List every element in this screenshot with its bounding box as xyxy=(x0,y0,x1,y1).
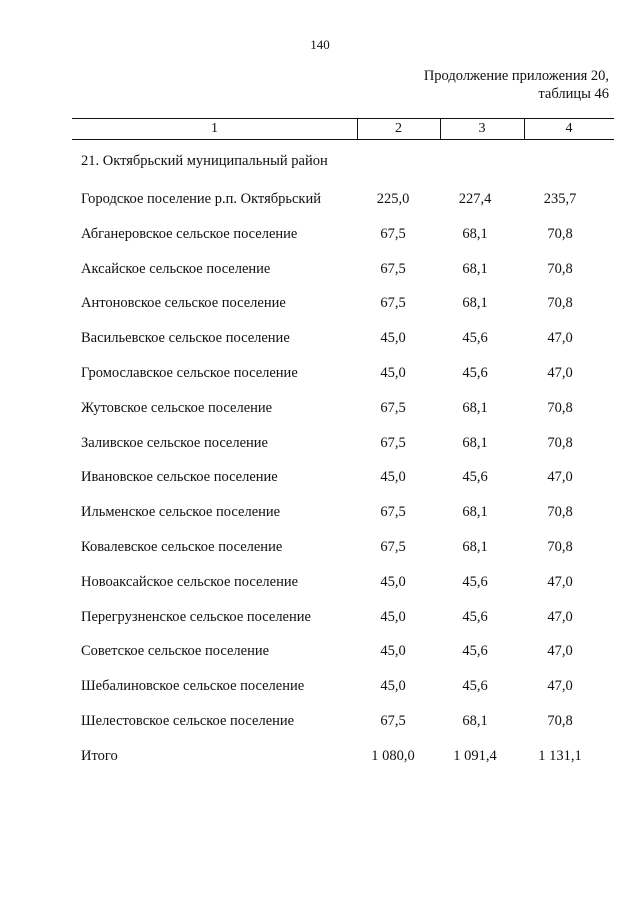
value-col-4: 70,8 xyxy=(547,260,573,277)
table-row xyxy=(0,365,640,400)
table-row xyxy=(0,609,640,644)
value-col-2: 45,0 xyxy=(380,643,406,660)
table-row xyxy=(0,330,640,365)
table-header-top-rule xyxy=(72,118,614,119)
value-col-4: 47,0 xyxy=(547,608,573,625)
value-col-3: 45,6 xyxy=(462,573,488,590)
settlement-name: Громославское сельское поселение xyxy=(81,364,298,381)
value-col-2: 45,0 xyxy=(380,364,406,381)
total-row xyxy=(0,748,640,783)
page-number: 140 xyxy=(310,37,330,52)
value-col-2: 67,5 xyxy=(380,399,406,416)
value-col-2: 45,0 xyxy=(380,678,406,695)
table-row xyxy=(0,678,640,713)
table-row xyxy=(0,226,640,261)
value-col-3: 45,6 xyxy=(462,678,488,695)
settlement-name: Ивановское сельское поселение xyxy=(81,469,278,486)
total-col-2: 1 080,0 xyxy=(371,747,415,764)
settlement-name: Антоновское сельское поселение xyxy=(81,295,286,312)
value-col-4: 47,0 xyxy=(547,364,573,381)
table-row xyxy=(0,400,640,435)
table-row xyxy=(0,504,640,539)
value-col-4: 70,8 xyxy=(547,295,573,312)
heading-line-2: таблицы 46 xyxy=(538,86,609,102)
value-col-3: 45,6 xyxy=(462,608,488,625)
value-col-4: 47,0 xyxy=(547,678,573,695)
value-col-2: 45,0 xyxy=(380,608,406,625)
value-col-3: 68,1 xyxy=(462,504,488,521)
value-col-3: 45,6 xyxy=(462,330,488,347)
value-col-4: 70,8 xyxy=(547,504,573,521)
value-col-2: 67,5 xyxy=(380,538,406,555)
value-col-4: 47,0 xyxy=(547,643,573,660)
value-col-2: 225,0 xyxy=(376,191,410,207)
total-label: Итого xyxy=(81,747,118,764)
value-col-3: 68,1 xyxy=(462,260,488,277)
value-col-4: 70,8 xyxy=(547,712,573,729)
value-col-3: 68,1 xyxy=(462,295,488,312)
column-number-3: 3 xyxy=(478,121,486,136)
table-row xyxy=(0,191,640,226)
table-row xyxy=(0,539,640,574)
settlement-name: Шебалиновское сельское поселение xyxy=(81,678,305,695)
value-col-2: 45,0 xyxy=(380,330,406,347)
value-col-3: 68,1 xyxy=(462,225,488,242)
column-number-1: 1 xyxy=(211,121,218,136)
value-col-3: 45,6 xyxy=(462,643,488,660)
table-row xyxy=(0,295,640,330)
table-row xyxy=(0,469,640,504)
table-row xyxy=(0,574,640,609)
settlement-name: Заливское сельское поселение xyxy=(81,434,268,451)
value-col-4: 70,8 xyxy=(547,538,573,555)
value-col-3: 68,1 xyxy=(462,399,488,416)
settlement-name: Жутовское сельское поселение xyxy=(81,399,273,416)
heading-line-1: Продолжение приложения 20, xyxy=(423,68,609,84)
value-col-3: 227,4 xyxy=(458,191,492,207)
settlement-name: Шелестовское сельское поселение xyxy=(81,712,295,729)
total-col-4: 1 131,1 xyxy=(538,747,582,764)
settlement-name: Советское сельское поселение xyxy=(81,643,270,660)
table-body xyxy=(0,191,640,783)
settlement-name: Абганеровское сельское поселение xyxy=(81,225,298,242)
value-col-4: 70,8 xyxy=(547,225,573,242)
value-col-4: 235,7 xyxy=(543,191,577,207)
value-col-2: 45,0 xyxy=(380,469,406,486)
settlement-name: Ковалевское сельское поселение xyxy=(81,538,283,555)
table-header-bottom-rule xyxy=(72,139,614,140)
settlement-name: Ильменское сельское поселение xyxy=(81,504,281,521)
settlement-name: Аксайское сельское поселение xyxy=(81,260,271,277)
total-col-3: 1 091,4 xyxy=(453,747,497,764)
value-col-2: 67,5 xyxy=(380,225,406,242)
value-col-4: 47,0 xyxy=(547,330,573,347)
value-col-3: 68,1 xyxy=(462,434,488,451)
value-col-3: 68,1 xyxy=(462,538,488,555)
value-col-2: 67,5 xyxy=(380,712,406,729)
table-row xyxy=(0,261,640,296)
value-col-4: 47,0 xyxy=(547,573,573,590)
value-col-4: 70,8 xyxy=(547,434,573,451)
value-col-2: 67,5 xyxy=(380,260,406,277)
table-row xyxy=(0,435,640,470)
value-col-2: 67,5 xyxy=(380,295,406,312)
value-col-2: 67,5 xyxy=(380,504,406,521)
value-col-2: 45,0 xyxy=(380,573,406,590)
column-number-4: 4 xyxy=(565,121,573,136)
column-number-2: 2 xyxy=(395,121,402,136)
settlement-name: Перегрузненское сельское поселение xyxy=(81,608,311,625)
value-col-4: 70,8 xyxy=(547,399,573,416)
table-row xyxy=(0,713,640,748)
document-heading xyxy=(424,67,609,103)
value-col-3: 45,6 xyxy=(462,364,488,381)
table-row xyxy=(0,643,640,678)
settlement-name: Городское поселение р.п. Октябрьский xyxy=(81,191,321,207)
value-col-3: 45,6 xyxy=(462,469,488,486)
settlement-name: Новоаксайское сельское поселение xyxy=(81,573,299,590)
value-col-3: 68,1 xyxy=(462,712,488,729)
value-col-2: 67,5 xyxy=(380,434,406,451)
settlement-name: Васильевское сельское поселение xyxy=(81,330,290,347)
section-title: 21. Октябрьский муниципальный район xyxy=(81,153,328,169)
value-col-4: 47,0 xyxy=(547,469,573,486)
